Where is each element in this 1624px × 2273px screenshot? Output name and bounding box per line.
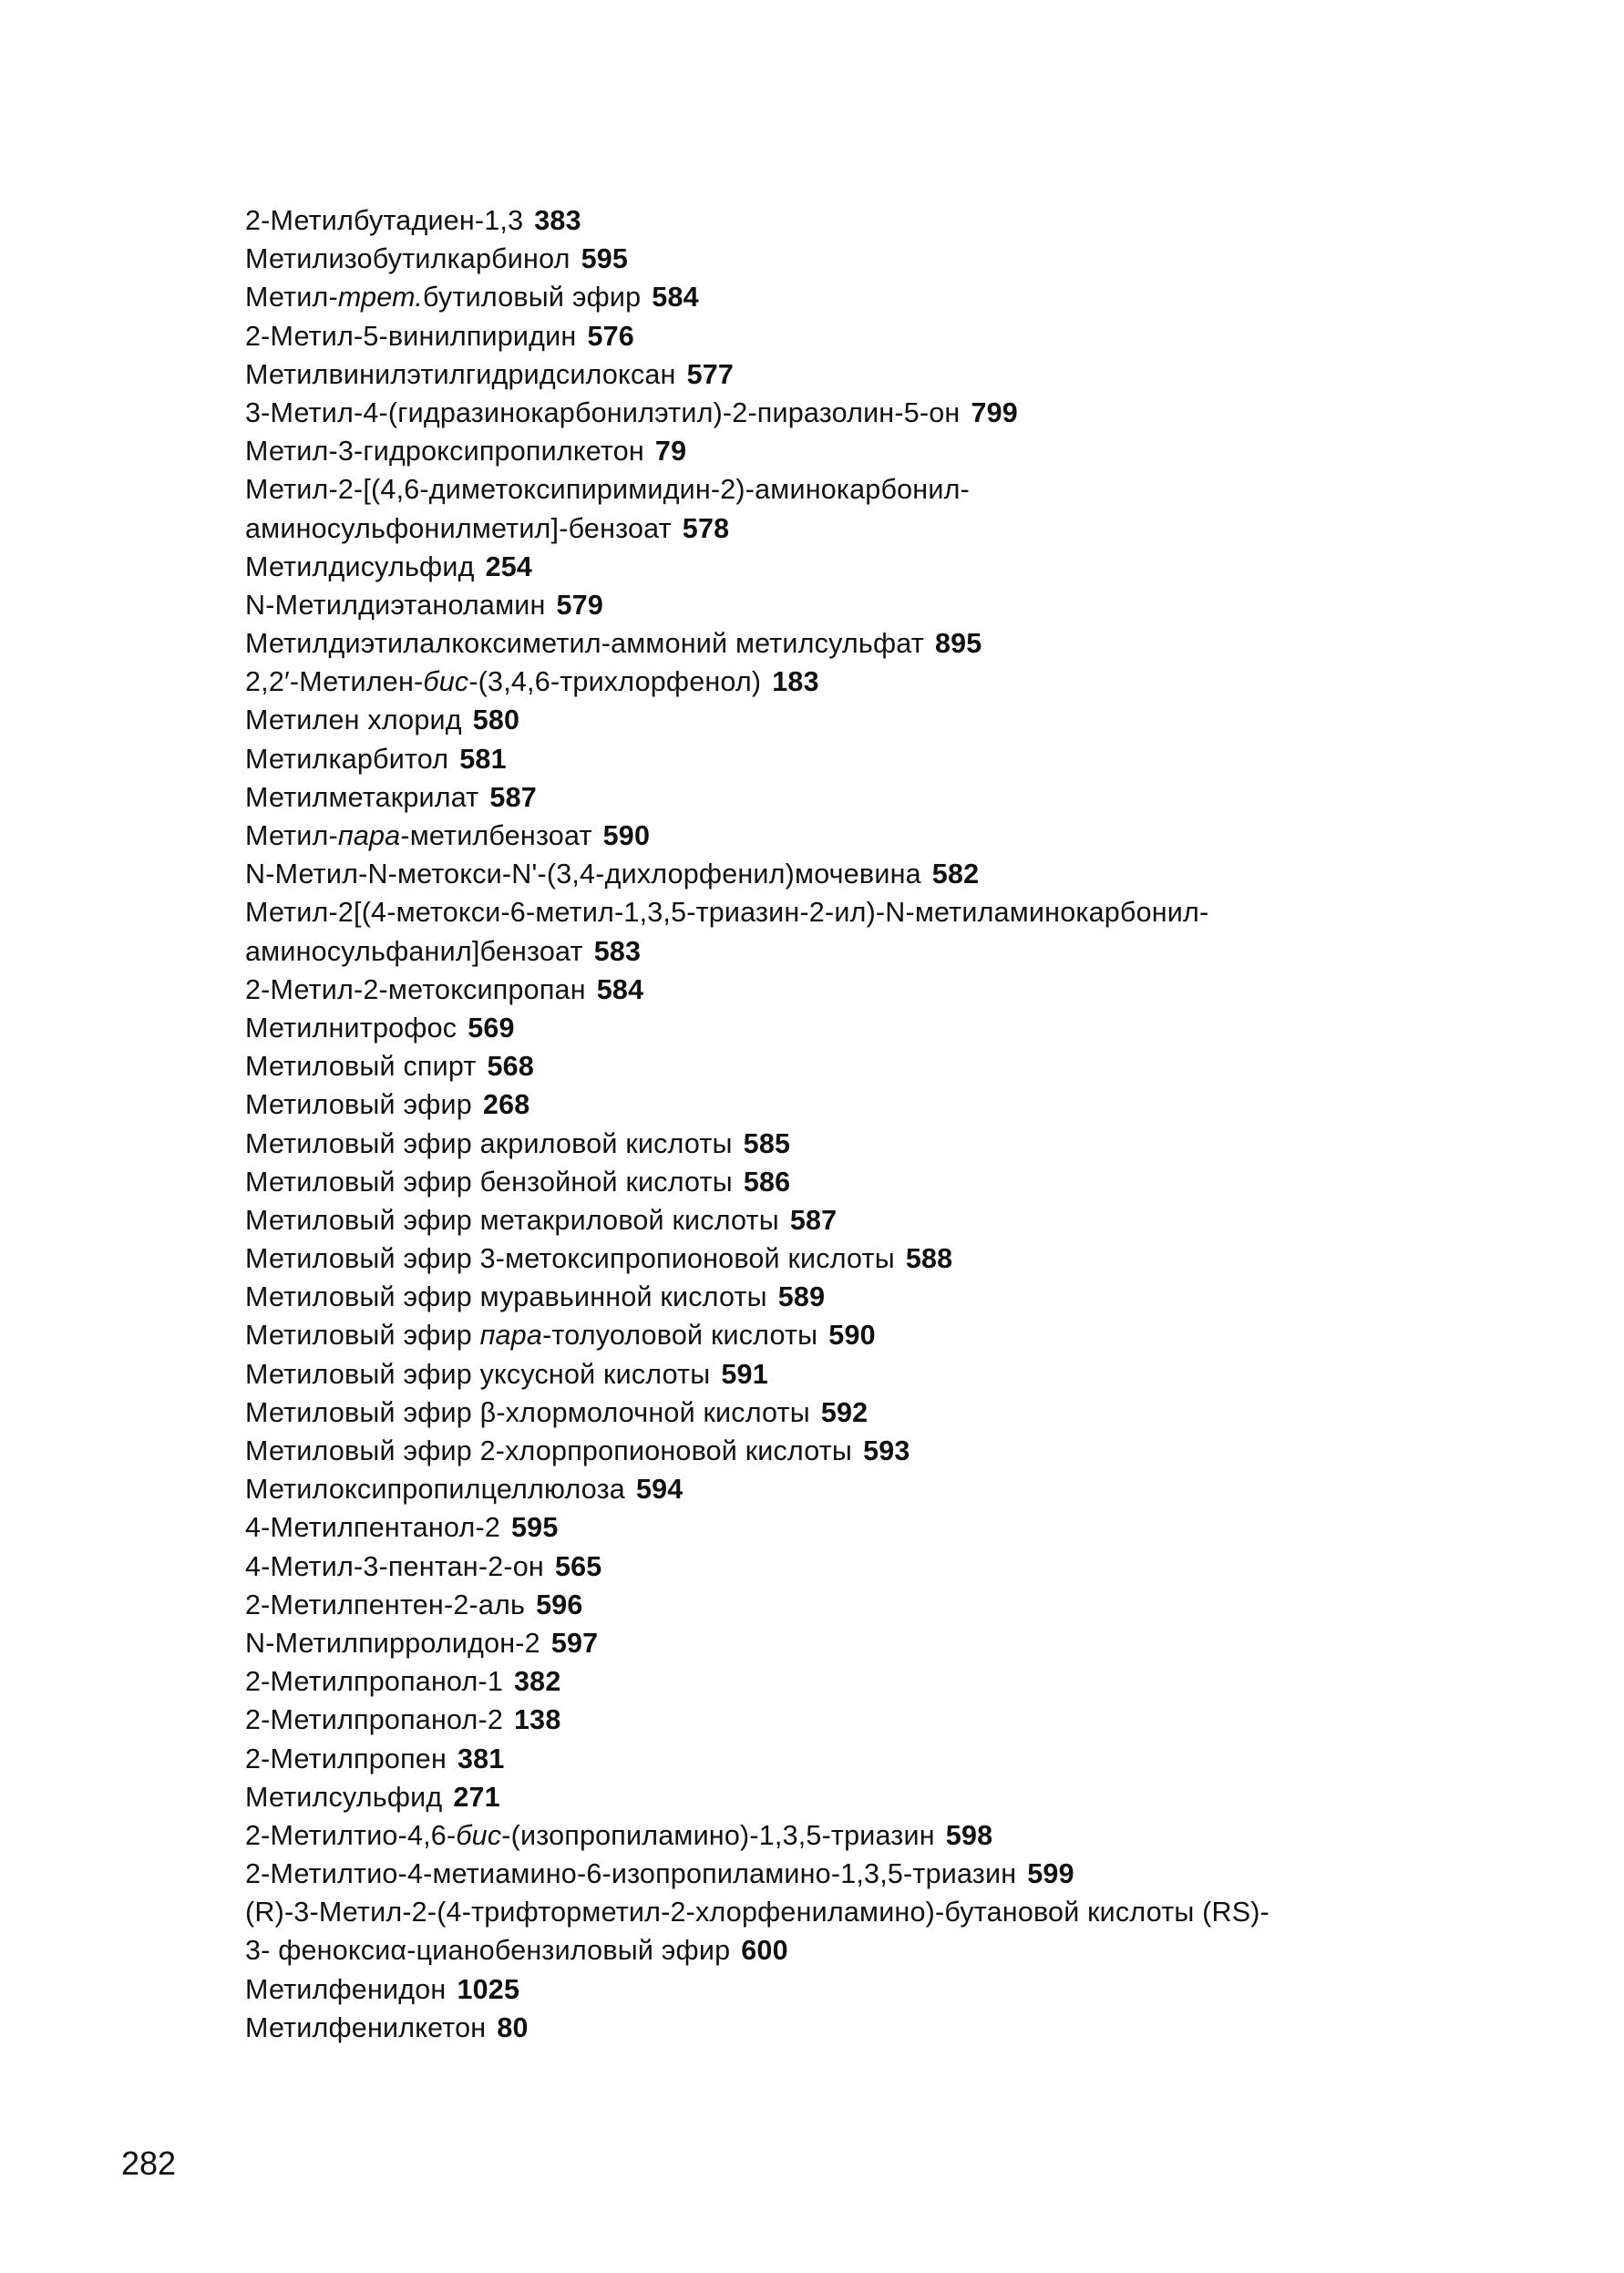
entry-page-ref: 569 (468, 1012, 515, 1044)
index-entry (245, 1085, 1557, 1124)
index-entry (245, 317, 1557, 355)
entry-term: Метил-3-гидроксипропилкетон (245, 436, 644, 468)
page-number: 282 (121, 2144, 177, 2182)
index-entry (245, 855, 1557, 893)
index-entry (245, 2009, 1557, 2047)
entry-term-rest: -(3,4,6-трихлорфенол) (468, 666, 762, 698)
entry-page-ref: 271 (453, 1781, 500, 1813)
entry-page-ref: 592 (820, 1396, 869, 1428)
index-entry (245, 893, 1557, 931)
entry-page-ref: 1025 (457, 1973, 520, 2005)
entry-term: Метиловый спирт (245, 1051, 477, 1083)
entry-term: Метилфенилкетон (245, 2011, 487, 2043)
entry-page-ref: 799 (971, 396, 1018, 428)
entry-page-ref: 587 (789, 1204, 838, 1236)
entry-page-ref: 583 (593, 935, 642, 967)
entry-term: N-Метилпирролидон-2 (245, 1627, 540, 1659)
entry-page-ref: 585 (743, 1127, 791, 1159)
index-entry (245, 1931, 1557, 1970)
entry-term-italic: пара (479, 1320, 543, 1352)
entry-term: Метилдиэтилалкоксиметил-аммоний метилсульфат (245, 628, 924, 660)
entry-term: 2,2′-Метилен- (245, 666, 424, 698)
entry-term: Метилфенидон (245, 1973, 447, 2005)
entry-term-rest: -толуоловой кислоты (542, 1320, 818, 1352)
index-entry (245, 1624, 1557, 1662)
index-entry (245, 1355, 1557, 1394)
entry-term: 2-Метилтио-4,6- (245, 1819, 457, 1851)
index-entry (245, 1316, 1557, 1354)
entry-term: 2-Метилпентен-2-аль (245, 1589, 526, 1620)
index-entry (245, 1239, 1557, 1278)
entry-term: Метил- (245, 282, 338, 314)
index-entry (245, 1586, 1557, 1624)
entry-term: Метил-2[(4-метокси-6-метил-1,3,5-триазин-2-ил)-N-метиламинокарбонил- (245, 897, 1209, 929)
index-entry (245, 932, 1557, 971)
entry-page-ref: 589 (777, 1281, 826, 1313)
entry-page-ref: 895 (934, 628, 982, 660)
index-entry (245, 470, 1557, 509)
entry-page-ref: 587 (489, 781, 537, 813)
entry-page-ref: 183 (772, 666, 819, 698)
entry-term: 2-Метил-2-метоксипропан (245, 973, 586, 1005)
index-entry (245, 278, 1557, 316)
entry-page-ref: 578 (682, 512, 730, 544)
entry-term: Метилен хлорид (245, 705, 462, 736)
index-entry (245, 971, 1557, 1009)
entry-page-ref: 268 (482, 1089, 530, 1121)
index-entry (245, 1163, 1557, 1201)
index-entry (245, 1009, 1557, 1047)
entry-term-italic: бис (423, 666, 469, 698)
entry-page-ref: 382 (514, 1666, 561, 1698)
index-entry (245, 778, 1557, 817)
index-entry (245, 701, 1557, 739)
index-entry (245, 1816, 1557, 1855)
index-entry (245, 740, 1557, 778)
entry-term: 2-Метилпропанол-2 (245, 1704, 503, 1736)
entry-term: 3- феноксиα-цианобензиловый эфир (245, 1935, 731, 1967)
entry-page-ref: 590 (828, 1320, 876, 1352)
entry-term: 4-Метилпентанол-2 (245, 1512, 500, 1544)
index-entry (245, 1432, 1557, 1470)
entry-page-ref: 586 (743, 1166, 791, 1198)
entry-page-ref: 595 (581, 243, 629, 275)
entry-term: 2-Метил-5-винилпиридин (245, 320, 577, 352)
entry-term: Метилкарбитол (245, 743, 449, 775)
entry-page-ref: 138 (514, 1704, 561, 1736)
entry-page-ref: 596 (536, 1589, 583, 1620)
index-entry (245, 586, 1557, 624)
entry-page-ref: 595 (511, 1512, 559, 1544)
index-entry (245, 1125, 1557, 1163)
entry-term: Метиловый эфир муравьинной кислоты (245, 1281, 767, 1313)
entry-term: Метил- (245, 820, 338, 851)
index-entry (245, 394, 1557, 432)
entry-page-ref: 584 (596, 973, 644, 1005)
entry-page-ref: 581 (459, 743, 507, 775)
entry-page-ref: 576 (587, 320, 634, 352)
index-entry (245, 624, 1557, 663)
entry-page-ref: 594 (635, 1474, 684, 1506)
entry-term: Метиловый эфир бензойной кислоты (245, 1166, 733, 1198)
entry-page-ref: 381 (457, 1743, 505, 1774)
entry-page-ref: 79 (654, 436, 687, 468)
entry-page-ref: 580 (472, 705, 520, 736)
entry-term: Метилсульфид (245, 1781, 443, 1813)
entry-term: Метиловый эфир акриловой кислоты (245, 1127, 733, 1159)
index-entry (245, 1662, 1557, 1701)
entry-term: Метиловый эфир 2-хлорпропионовой кислоты (245, 1435, 853, 1466)
entry-page-ref: 599 (1027, 1858, 1074, 1890)
index-entry (245, 1394, 1557, 1432)
entry-page-ref: 591 (721, 1358, 768, 1390)
entry-term: (R)-3-Метил-2-(4-трифторметил-2-хлорфениламино)-бутановой кислоты (RS)- (245, 1897, 1269, 1928)
entry-term: Метилоксипропилцеллюлоза (245, 1474, 625, 1506)
entry-term: аминосульфонилметил]-бензоат (245, 512, 672, 544)
index-entry (245, 663, 1557, 701)
index-entry (245, 1548, 1557, 1586)
entry-page-ref: 597 (550, 1627, 599, 1659)
index-entry (245, 355, 1557, 394)
entry-term: Метиловый эфир метакриловой кислоты (245, 1204, 779, 1236)
index-entry (245, 1855, 1557, 1893)
entry-term-italic: трет. (337, 282, 424, 314)
entry-term-rest: -(изопропиламино)-1,3,5-триазин (501, 1819, 935, 1851)
index-entry (245, 817, 1557, 855)
index-list (245, 201, 1557, 2047)
entry-term: Метиловый эфир уксусной кислоты (245, 1358, 711, 1390)
entry-page-ref: 593 (863, 1435, 910, 1466)
entry-term: Метиловый эфир β-хлормолочной кислоты (245, 1396, 810, 1428)
index-entry (245, 509, 1557, 548)
index-entry (245, 1701, 1557, 1739)
entry-term: 3-Метил-4-(гидразинокарбонилэтил)-2-пиразолин-5-он (245, 396, 961, 428)
entry-page-ref: 577 (686, 358, 735, 390)
entry-term: Метиловый эфир 3-метоксипропионовой кислоты (245, 1243, 895, 1275)
entry-page-ref: 568 (487, 1051, 535, 1083)
entry-page-ref: 254 (485, 550, 533, 582)
entry-term: 2-Метилтио-4-метиамино-6-изопропиламино-1,3,5-триазин (245, 1858, 1017, 1890)
entry-term: N-Метил-N-метокси-N'-(3,4-дихлорфенил)мочевина (245, 859, 921, 890)
entry-page-ref: 590 (602, 820, 651, 851)
entry-term-rest: бутиловый эфир (423, 282, 642, 314)
entry-term: N-Метилдиэтаноламин (245, 589, 546, 621)
entry-term: Метилдисульфид (245, 550, 475, 582)
entry-page-ref: 588 (905, 1243, 953, 1275)
index-entry (245, 1893, 1557, 1931)
entry-term: Метилнитрофос (245, 1012, 457, 1044)
entry-term-italic: бис (456, 1819, 502, 1851)
index-entry (245, 1470, 1557, 1508)
entry-term: аминосульфанил]бензоат (245, 935, 583, 967)
entry-term: Метил-2-[(4,6-диметоксипиримидин-2)-аминокарбонил- (245, 474, 970, 506)
entry-page-ref: 582 (931, 859, 980, 890)
entry-term: 4-Метил-3-пентан-2-он (245, 1550, 544, 1582)
index-entry (245, 1970, 1557, 2009)
entry-term-rest: -метилбензоат (400, 820, 592, 851)
entry-term: 2-Метилпропанол-1 (245, 1666, 503, 1698)
index-entry (245, 1508, 1557, 1547)
entry-term-italic: пара (337, 820, 401, 851)
index-entry (245, 201, 1557, 240)
index-entry (245, 548, 1557, 586)
index-entry (245, 1047, 1557, 1085)
entry-page-ref: 584 (652, 282, 699, 314)
index-entry (245, 1201, 1557, 1239)
index-entry (245, 1278, 1557, 1316)
entry-term: 2-Метилпропен (245, 1743, 447, 1774)
entry-page-ref: 598 (945, 1819, 993, 1851)
entry-page-ref: 383 (534, 205, 581, 236)
entry-term: Метилвинилэтилгидридсилоксан (245, 358, 676, 390)
index-entry (245, 240, 1557, 278)
entry-term: Метилизобутилкарбинол (245, 243, 570, 275)
index-entry (245, 432, 1557, 470)
entry-page-ref: 579 (556, 589, 604, 621)
entry-term: 2-Метилбутадиен-1,3 (245, 205, 524, 236)
entry-term: Метилметакрилат (245, 781, 479, 813)
index-entry (245, 1740, 1557, 1778)
entry-term: Метиловый эфир (245, 1320, 480, 1352)
entry-page-ref: 600 (741, 1935, 788, 1967)
entry-term: Метиловый эфир (245, 1089, 472, 1121)
entry-page-ref: 565 (554, 1550, 602, 1582)
entry-page-ref: 80 (497, 2011, 529, 2043)
index-entry (245, 1778, 1557, 1816)
